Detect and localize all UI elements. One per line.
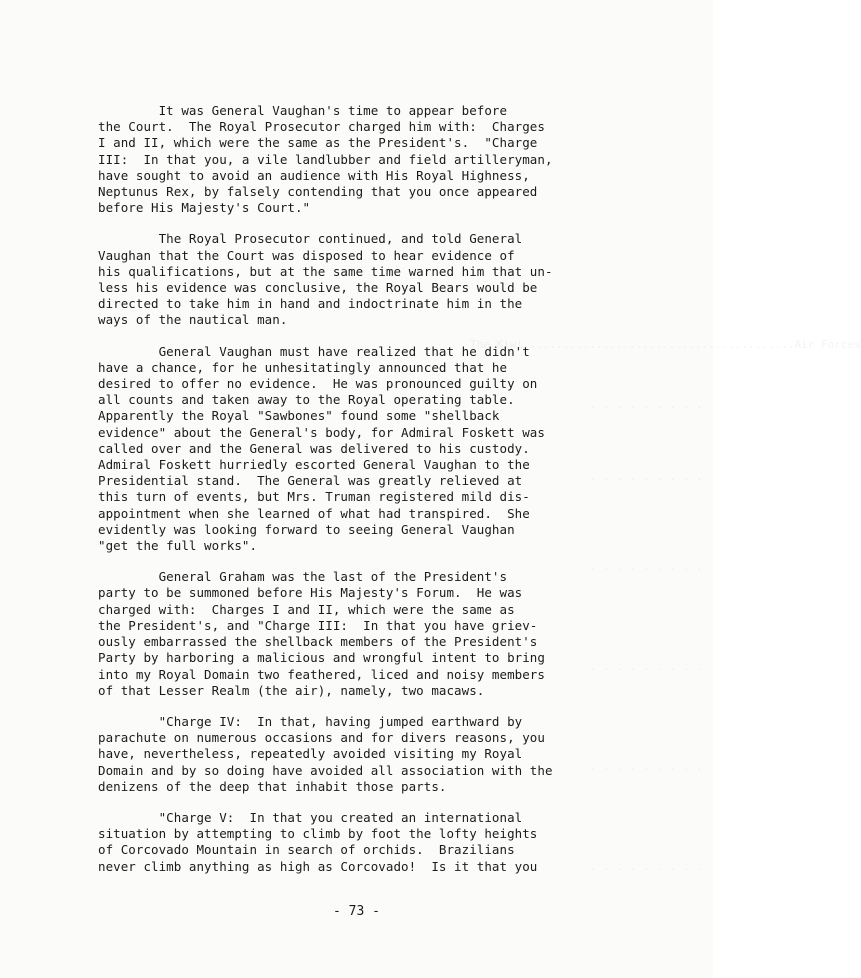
- text-line: situation by attempting to climb by foot the lofty heights: [98, 826, 538, 842]
- paragraph-prosecutor-continued: [98, 231, 598, 328]
- bleed-through-texture: . . . . . . . . .: [590, 660, 703, 673]
- text-line: "get the full works".: [98, 538, 258, 554]
- text-line: his qualifications, but at the same time warned him that un-: [98, 263, 553, 279]
- text-line: this turn of events, but Mrs. Truman registered mild dis-: [98, 489, 530, 505]
- paragraph-vaughan-charges: [98, 103, 598, 216]
- bleed-through-texture: . . . . . . . . .: [590, 398, 703, 411]
- text-line: ously embarrassed the shellback members of the President's: [98, 634, 538, 650]
- body-text: [98, 103, 598, 890]
- text-line: Vaughan that the Court was disposed to hear evidence of: [98, 247, 515, 263]
- text-line: evidently was looking forward to seeing General Vaughan: [98, 521, 515, 537]
- text-line: I and II, which were the same as the President's. "Charge: [98, 135, 538, 151]
- bleed-through-texture: . . . . . . . . .: [590, 760, 703, 773]
- text-line: Party by harboring a malicious and wrongful intent to bring: [98, 650, 545, 666]
- bleed-through-texture: . . . . . . . . .: [590, 470, 703, 483]
- text-line: denizens of the deep that inhabit those parts.: [98, 778, 447, 794]
- text-line: ways of the nautical man.: [98, 312, 288, 328]
- text-line: called over and the General was delivered to his custody.: [98, 440, 530, 456]
- text-line: appointment when she learned of what had transpired. She: [98, 505, 530, 521]
- text-line: before His Majesty's Court.": [98, 200, 311, 216]
- text-line: never climb anything as high as Corcovado! Is it that you: [98, 858, 538, 874]
- text-line: "Charge IV: In that, having jumped earthward by: [98, 713, 523, 729]
- text-line: Admiral Foskett hurriedly escorted General Vaughan to the: [98, 457, 530, 473]
- text-line: evidence" about the General's body, for Admiral Foskett was: [98, 424, 545, 440]
- text-line: the Court. The Royal Prosecutor charged him with: Charges: [98, 119, 545, 135]
- paragraph-charge-v: [98, 810, 598, 875]
- text-line: It was General Vaughan's time to appear before: [98, 103, 508, 118]
- text-line: of that Lesser Realm (the air), namely, two macaws.: [98, 682, 485, 698]
- text-line: the President's, and "Charge III: In that you have griev-: [98, 617, 538, 633]
- text-line: party to be summoned before His Majesty's Forum. He was: [98, 585, 523, 601]
- text-line: parachute on numerous occasions and for divers reasons, you: [98, 730, 545, 746]
- text-line: "Charge V: In that you created an international: [98, 809, 523, 825]
- text-line: III: In that you, a vile landlubber and field artilleryman,: [98, 151, 553, 167]
- text-line: General Vaughan must have realized that he didn't: [98, 343, 530, 359]
- text-line: have a chance, for he unhesitatingly announced that he: [98, 359, 508, 375]
- text-line: Neptunus Rex, by falsely contending that you once appeared: [98, 184, 538, 200]
- text-line: have, nevertheless, repeatedly avoided visiting my Royal: [98, 746, 523, 762]
- text-line: Domain and by so doing have avoided all association with the: [98, 762, 553, 778]
- text-line: The Royal Prosecutor continued, and told General: [98, 231, 523, 247]
- bleed-through-texture: The Kiwi.........................................Air Forces: [470, 338, 861, 351]
- page-number: - 73 -: [333, 904, 380, 919]
- text-line: desired to offer no evidence. He was pronounced guilty on: [98, 376, 538, 392]
- paragraph-vaughan-verdict: [98, 344, 598, 555]
- paragraph-charge-iv: [98, 714, 598, 795]
- text-line: Apparently the Royal "Sawbones" found some "shellback: [98, 408, 500, 424]
- bleed-through-texture: . . . . . . . . .: [590, 860, 703, 873]
- text-line: have sought to avoid an audience with His Royal Highness,: [98, 167, 530, 183]
- paragraph-graham-charges: [98, 569, 598, 699]
- text-line: charged with: Charges I and II, which were the same as: [98, 601, 515, 617]
- text-line: all counts and taken away to the Royal operating table.: [98, 392, 515, 408]
- text-line: General Graham was the last of the President's: [98, 569, 508, 585]
- text-line: into my Royal Domain two feathered, liced and noisy members: [98, 666, 545, 682]
- bleed-through-texture: . . . . . . . . .: [590, 560, 703, 573]
- text-line: of Corcovado Mountain in search of orchids. Brazilians: [98, 842, 515, 858]
- text-line: directed to take him in hand and indoctrinate him in the: [98, 296, 523, 312]
- text-line: Presidential stand. The General was greatly relieved at: [98, 473, 523, 489]
- text-line: less his evidence was conclusive, the Royal Bears would be: [98, 280, 538, 296]
